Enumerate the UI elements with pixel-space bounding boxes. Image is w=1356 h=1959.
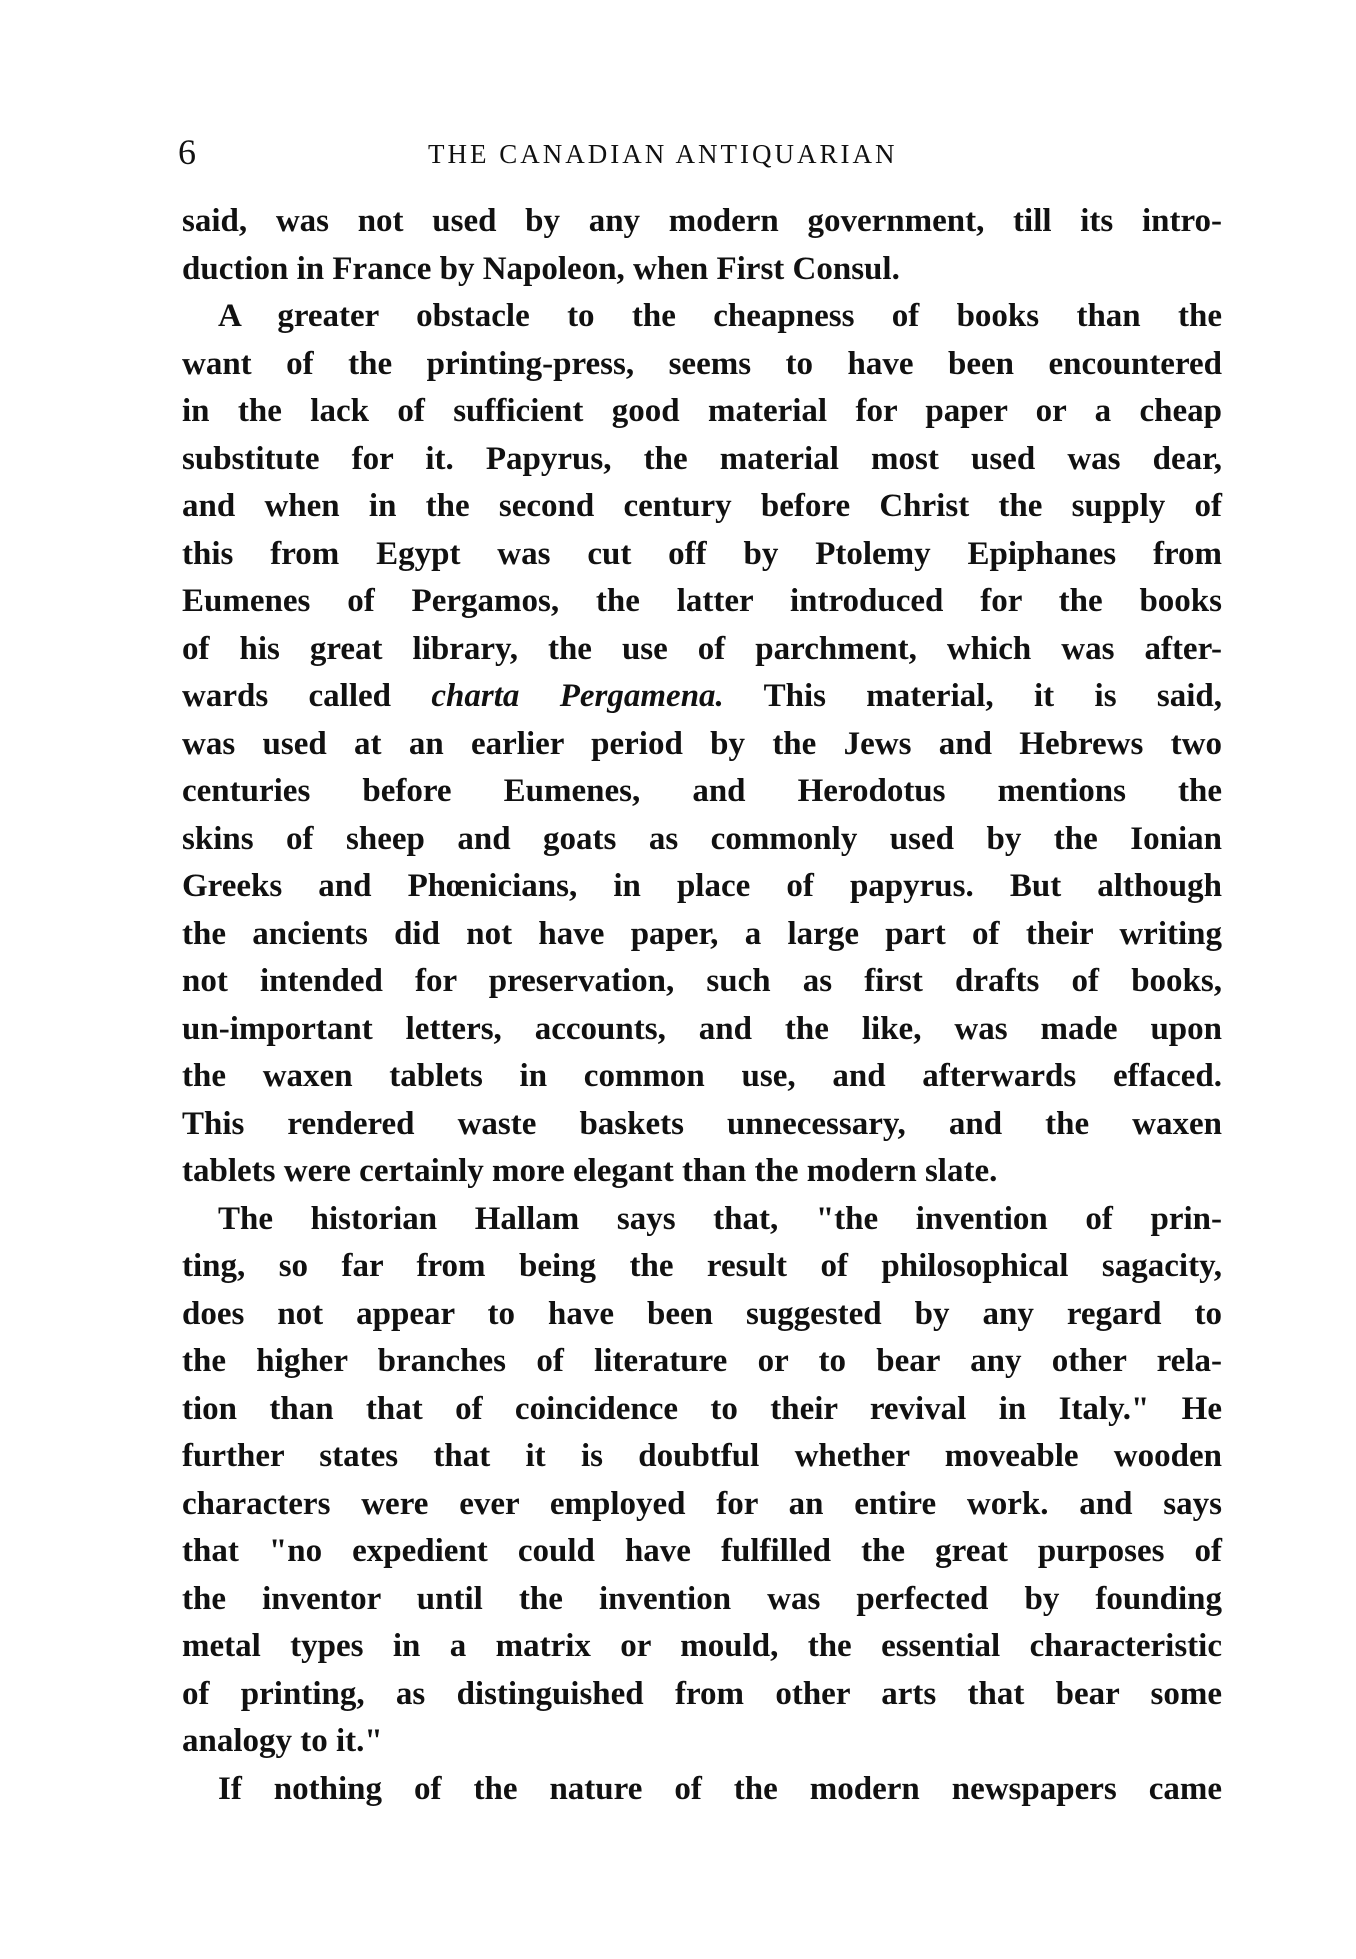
- text-line: This rendered waste baskets unnecessary, and the waxen: [182, 1105, 1222, 1142]
- page-number: 6: [178, 132, 196, 172]
- text-line: does not appear to have been suggested by any regard to: [182, 1295, 1222, 1332]
- text-line: not intended for preservation, such as first drafts of books,: [182, 963, 1222, 999]
- text-line: tion than that of coincidence to their revival in Italy." He: [182, 1390, 1222, 1427]
- line-suffix: This material, it is said,: [763, 678, 1223, 714]
- text-line: tablets were certainly more elegant than the modern slate.: [182, 1153, 998, 1189]
- text-line: skins of sheep and goats as commonly used by the Ionian: [182, 820, 1222, 857]
- text-line: this from Egypt was cut off by Ptolemy Epiphanes from: [182, 535, 1222, 572]
- paragraph-start-line: A greater obstacle to the cheapness of books than the: [218, 298, 1222, 334]
- text-line: Greeks and Phœnicians, in place of papyrus. But although: [182, 868, 1222, 904]
- text-line: substitute for it. Papyrus, the material most used was dear,: [182, 440, 1222, 477]
- text-line: was used at an earlier period by the Jews and Hebrews two: [182, 725, 1222, 762]
- text-line: analogy to it.": [182, 1723, 383, 1759]
- journal-title: THE CANADIAN ANTIQUARIAN: [428, 139, 898, 169]
- text-line: ting, so far from being the result of philosophical sagacity,: [182, 1248, 1222, 1284]
- paragraph-start-line: The historian Hallam says that, "the invention of prin-: [218, 1200, 1222, 1237]
- text-line: the waxen tablets in common use, and afterwards effaced.: [182, 1058, 1222, 1094]
- paragraph-start-line: If nothing of the nature of the modern newspapers came: [218, 1770, 1222, 1807]
- text-line: that "no expedient could have fulfilled the great purposes of: [182, 1533, 1222, 1569]
- text-line: un-important letters, accounts, and the like, was made upon: [182, 1010, 1222, 1047]
- text-line: metal types in a matrix or mould, the essential characteristic: [182, 1628, 1222, 1664]
- text-line: the ancients did not have paper, a large part of their writing: [182, 915, 1222, 952]
- text-line: further states that it is doubtful whether moveable wooden: [182, 1438, 1222, 1474]
- text-line: centuries before Eumenes, and Herodotus mentions the: [182, 773, 1222, 809]
- text-line: the inventor until the invention was perfected by founding: [182, 1580, 1222, 1617]
- text-line: and when in the second century before Christ the supply of: [182, 488, 1222, 524]
- text-line-with-italic: [182, 673, 1222, 721]
- line-prefix: wards called: [182, 678, 392, 714]
- text-line: duction in France by Napoleon, when First Consul.: [182, 250, 900, 287]
- text-line: want of the printing-press, seems to have been encountered: [182, 345, 1222, 382]
- italic-term: charta Pergamena.: [431, 678, 724, 714]
- text-line: characters were ever employed for an entire work. and says: [182, 1485, 1222, 1522]
- text-line: of his great library, the use of parchment, which was after-: [182, 630, 1222, 667]
- text-line: said, was not used by any modern government, till its intro-: [182, 203, 1222, 239]
- text-line: in the lack of sufficient good material for paper or a cheap: [182, 393, 1222, 429]
- running-head: [178, 128, 1220, 176]
- text-line: the higher branches of literature or to bear any other rela-: [182, 1343, 1222, 1379]
- text-line: of printing, as distinguished from other arts that bear some: [182, 1675, 1222, 1712]
- body-text: [182, 198, 1222, 1813]
- text-line: Eumenes of Pergamos, the latter introduced for the books: [182, 583, 1222, 619]
